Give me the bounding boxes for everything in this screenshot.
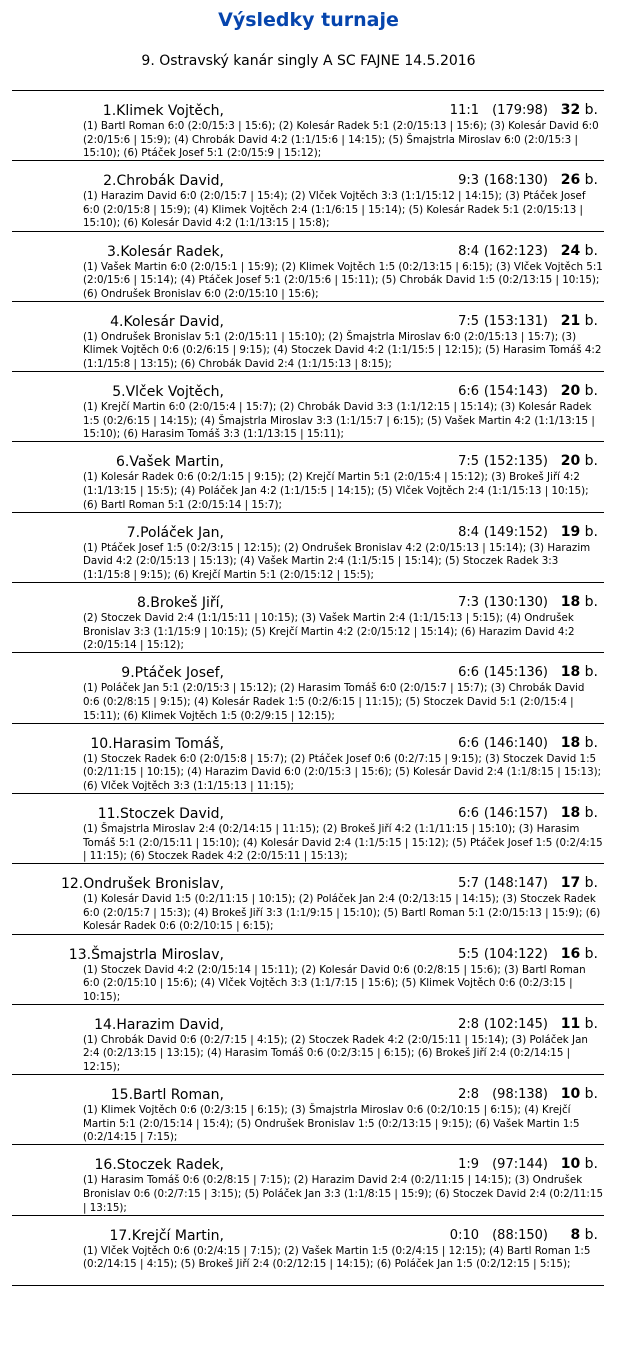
player-points-suffix: b. xyxy=(584,523,598,540)
result-entry xyxy=(12,583,604,653)
result-entry xyxy=(12,161,604,231)
player-score: 6:6 xyxy=(458,805,479,821)
result-entry xyxy=(12,372,604,442)
player-points-ratio: (152:135) xyxy=(483,454,548,470)
player-name: Vašek Martin, xyxy=(129,454,224,471)
player-rank: 6. xyxy=(115,454,130,471)
result-entry xyxy=(12,794,604,864)
results-list xyxy=(12,90,604,1286)
player-score: 5:7 xyxy=(458,876,479,892)
player-points xyxy=(561,1156,598,1172)
player-name-cell xyxy=(12,736,224,752)
player-match-details: (1) Bartl Roman 6:0 (2:0/15:3 | 15:6); (2) Kolesár Radek 5:1 (2:0/15:13 | 15:6); (3) Kolesár David 6:0 (2:0/15:6 | 15:9); (4) Chrobák David 4:2 (1:1/15:6 | 14:15); (5) Šmajstrla Miroslav 6:0 (2:0/15:3 | 15:10); (6) Ptáček Josef 5:1 (2:0/15:9 | 15:12); xyxy=(83,120,599,160)
player-points-ratio: (104:122) xyxy=(483,946,548,962)
player-points-suffix: b. xyxy=(584,172,598,189)
player-points-suffix: b. xyxy=(584,102,598,118)
player-name-cell xyxy=(12,454,224,470)
player-name: Harasim Tomáš, xyxy=(112,735,224,752)
player-name: Ptáček Josef, xyxy=(134,665,224,682)
player-points-value: 21 xyxy=(560,312,581,329)
result-entry xyxy=(12,513,604,583)
player-points-suffix: b. xyxy=(584,1015,598,1032)
player-rank: 11. xyxy=(97,805,120,822)
player-points xyxy=(561,664,598,680)
player-points-value: 20 xyxy=(560,383,581,400)
player-name: Harazim David, xyxy=(116,1016,224,1033)
player-points xyxy=(561,735,598,751)
player-score: 6:6 xyxy=(458,384,479,400)
player-score: 8:4 xyxy=(458,524,479,540)
player-match-details: (1) Krejčí Martin 6:0 (2:0/15:4 | 15:7); (2) Chrobák David 3:3 (1:1/12:15 | 15:14); (3) Kolesár Radek 1:5 (0:2/6:15 | 14:15); (4) Šmajstrla Miroslav 3:3 (1:1/15:7 | 6:15); (5) Vašek Martin 4:2 (1:1/13:15 | 15:10); (6) Harasim Tomáš 3:3 (1:1/13:15 | 15:11); xyxy=(83,401,595,441)
player-rank: 12. xyxy=(60,876,84,893)
player-name-cell xyxy=(12,173,224,189)
player-points xyxy=(561,383,598,399)
player-points xyxy=(561,102,598,118)
result-entry xyxy=(12,653,604,723)
player-score: 1:9 xyxy=(458,1157,479,1173)
player-score: 6:6 xyxy=(458,735,479,751)
player-points-ratio: (162:123) xyxy=(483,243,548,259)
player-name: Stoczek Radek, xyxy=(116,1157,224,1174)
player-score: 0:10 xyxy=(449,1227,479,1243)
player-points-suffix: b. xyxy=(584,1156,598,1173)
player-match-details: (1) Stoczek Radek 6:0 (2:0/15:8 | 15:7); (2) Ptáček Josef 0:6 (0:2/7:15 | 9:15); (3) Stoczek David 1:5 (0:2/11:15 | 10:15); (4) Harazim David 6:0 (2:0/15:3 | 15:6); (5) Kolesár David 2:4 (1:1/8:15 | 15:13); (6) Vlček Vojtěch 3:3 (1:1/15:13 | 11:15); xyxy=(83,752,602,792)
player-rank: 3. xyxy=(106,243,121,260)
player-score: 5:5 xyxy=(458,946,479,962)
player-name-cell xyxy=(12,525,224,541)
player-name-cell xyxy=(12,876,224,892)
player-name-cell xyxy=(12,1087,224,1103)
player-match-details: (1) Klimek Vojtěch 0:6 (0:2/3:15 | 6:15); (3) Šmajstrla Miroslav 0:6 (0:2/10:15 | 6:15); (4) Krejčí Martin 5:1 (2:0/15:14 | 15:4); (5) Ondrušek Bronislav 1:5 (0:2/13:15 | 9:15); (6) Vašek Martin 1:5 (0:2/14:15 | 7:15); xyxy=(83,1104,580,1144)
player-score: 2:8 xyxy=(458,1016,479,1032)
result-entry xyxy=(12,1005,604,1075)
result-entry xyxy=(12,442,604,512)
player-score: 7:5 xyxy=(458,454,479,470)
player-match-details: (1) Vašek Martin 6:0 (2:0/15:1 | 15:9); (2) Klimek Vojtěch 1:5 (0:2/13:15 | 6:15); (3) Vlček Vojtěch 5:1 (2:0/15:6 | 15:14); (4) Ptáček Josef 5:1 (2:0/15:6 | 15:11); (5) Chrobák David 1:5 (0:2/13:15 | 10:15); (6) Ondrušek Bronislav 6:0 (2:0/15:10 | 15:6); xyxy=(83,260,603,300)
player-name: Kolesár Radek, xyxy=(120,243,224,260)
player-name: Krejčí Martin, xyxy=(131,1227,224,1244)
player-points-suffix: b. xyxy=(584,804,598,821)
result-entry xyxy=(12,1075,604,1145)
result-entry xyxy=(12,935,604,1005)
player-points-ratio: (153:131) xyxy=(483,313,548,329)
player-name-cell xyxy=(12,244,224,260)
player-rank: 8. xyxy=(136,595,151,612)
player-rank: 7. xyxy=(126,524,141,541)
player-points-suffix: b. xyxy=(584,664,598,681)
player-name-cell xyxy=(12,665,224,681)
player-name: Kolesár David, xyxy=(123,313,224,330)
player-name-cell xyxy=(12,1228,224,1244)
player-match-details: (1) Chrobák David 0:6 (0:2/7:15 | 4:15); (2) Stoczek Radek 4:2 (2:0/15:11 | 15:14); (3) Poláček Jan 2:4 (0:2/13:15 | 13:15); (4) Harasim Tomáš 0:6 (0:2/3:15 | 6:15); (6) Brokeš Jiří 2:4 (0:2/14:15 | 12:15); xyxy=(83,1033,588,1074)
player-name: Poláček Jan, xyxy=(140,524,224,541)
player-name-cell xyxy=(12,103,224,119)
player-match-details: (1) Harazim David 6:0 (2:0/15:7 | 15:4); (2) Vlček Vojtěch 3:3 (1:1/15:12 | 14:15); (3) Ptáček Josef 6:0 (2:0/15:8 | 15:9); (4) Klimek Vojtěch 2:4 (1:1/6:15 | 15:14); (5) Kolesár Radek 5:1 (2:0/15:13 | 15:10); (6) Kolesár David 4:2 (1:1/13:15 | 15:8); xyxy=(83,190,586,230)
player-score: 6:6 xyxy=(458,665,479,681)
player-rank: 16. xyxy=(94,1157,117,1174)
player-score: 9:3 xyxy=(458,173,479,189)
player-name-cell xyxy=(12,314,224,330)
result-entry xyxy=(12,91,604,161)
player-rank: 4. xyxy=(110,313,124,330)
player-points xyxy=(561,243,598,259)
player-points-suffix: b. xyxy=(584,312,598,329)
player-name-cell xyxy=(12,384,224,400)
player-match-details: (1) Stoczek David 4:2 (2:0/15:14 | 15:11); (2) Kolesár David 0:6 (0:2/8:15 | 15:6); (3) Bartl Roman 6:0 (2:0/15:10 | 15:6); (4) Vlček Vojtěch 3:3 (1:1/7:15 | 15:6); (5) Klimek Vojtěch 0:6 (0:2/3:15 | 10:15); xyxy=(83,963,586,1003)
player-points-ratio: (146:157) xyxy=(483,805,548,821)
player-points-suffix: b. xyxy=(584,242,598,259)
player-name: Ondrušek Bronislav, xyxy=(83,876,224,893)
player-points-ratio: (102:145) xyxy=(483,1016,548,1032)
player-match-details: (1) Ondrušek Bronislav 5:1 (2:0/15:11 | 15:10); (2) Šmajstrla Miroslav 6:0 (2:0/15:13 | 15:7); (3) Klimek Vojtěch 0:6 (0:2/6:15 | 9:15); (4) Stoczek David 4:2 (1:1/15:5 | 12:15); (5) Harasim Tomáš 4:2 (1:1/15:8 | 13:15); (6) Chrobák David 2:4 (1:1/15:13 | 8:15); xyxy=(83,330,602,371)
player-rank: 2. xyxy=(103,173,117,190)
player-points-suffix: b. xyxy=(584,945,598,962)
player-points-ratio: (149:152) xyxy=(483,524,548,540)
player-points-ratio: (146:140) xyxy=(483,735,548,751)
player-points xyxy=(561,594,598,610)
player-points-ratio: (145:136) xyxy=(483,665,548,681)
player-match-details: (2) Stoczek David 2:4 (1:1/15:11 | 10:15); (3) Vašek Martin 2:4 (1:1/15:13 | 5:15); (4) Ondrušek Bronislav 3:3 (1:1/15:9 | 10:15); (5) Krejčí Martin 4:2 (2:0/15:12 | 15:14); (6) Harazim David 4:2 (2:0/15:14 | 15:12); xyxy=(83,612,575,652)
player-name: Chrobák David, xyxy=(116,173,224,190)
result-entry xyxy=(12,302,604,372)
result-entry xyxy=(12,724,604,794)
player-points-suffix: b. xyxy=(584,383,598,400)
player-name: Vlček Vojtěch, xyxy=(125,384,224,401)
player-points xyxy=(561,313,598,329)
player-points-value: 10 xyxy=(560,1086,581,1103)
player-points-value: 16 xyxy=(560,945,581,962)
player-points-value: 32 xyxy=(560,102,581,118)
result-entry xyxy=(12,1216,604,1286)
player-points-suffix: b. xyxy=(584,1226,598,1243)
result-entry xyxy=(12,232,604,302)
player-points-value: 26 xyxy=(560,172,581,189)
player-match-details: (1) Harasim Tomáš 0:6 (0:2/8:15 | 7:15); (2) Harazim David 2:4 (0:2/11:15 | 14:15); (3) Ondrušek Bronislav 0:6 (0:2/7:15 | 3:15); (5) Poláček Jan 3:3 (1:1/8:15 | 15:9); (6) Stoczek David 2:4 (0:2/11:15 | 13:15); xyxy=(83,1174,604,1214)
player-points-ratio: (179:98) xyxy=(492,103,548,118)
player-match-details: (1) Ptáček Josef 1:5 (0:2/3:15 | 12:15); (2) Ondrušek Bronislav 4:2 (2:0/15:13 | 15:14); (3) Harazim David 4:2 (2:0/15:13 | 15:13); (4) Vašek Martin 2:4 (1:1/5:15 | 15:14); (5) Stoczek Radek 3:3 (1:1/15:8 | 9:15); (6) Krejčí Martin 5:1 (2:0/15:12 | 15:5); xyxy=(83,541,591,581)
player-score: 7:3 xyxy=(458,595,479,611)
player-points xyxy=(561,875,598,891)
player-match-details: (1) Šmajstrla Miroslav 2:4 (0:2/14:15 | 11:15); (2) Brokeš Jiří 4:2 (1:1/11:15 | 15:10); (3) Harasim Tomáš 5:1 (2:0/15:11 | 15:10); (4) Kolesár David 2:4 (1:1/5:15 | 15:12); (5) Ptáček Josef 1:5 (0:2/4:15 | 11:15); (6) Stoczek Radek 4:2 (2:0/15:11 | 15:13); xyxy=(83,822,603,863)
player-match-details: (1) Kolesár David 1:5 (0:2/11:15 | 10:15); (2) Poláček Jan 2:4 (0:2/13:15 | 14:15); (3) Stoczek Radek 6:0 (2:0/15:7 | 15:3); (4) Brokeš Jiří 3:3 (1:1/9:15 | 15:10); (5) Bartl Roman 5:1 (2:0/15:13 | 15:9); (6) Kolesár Radek 0:6 (0:2/10:15 | 6:15); xyxy=(83,893,601,933)
player-points-ratio: (130:130) xyxy=(483,595,548,611)
player-points-value: 18 xyxy=(560,734,581,751)
player-points-ratio: (148:147) xyxy=(483,876,548,892)
player-points-suffix: b. xyxy=(584,1086,598,1103)
player-points-suffix: b. xyxy=(584,594,598,611)
player-match-details: (1) Kolesár Radek 0:6 (0:2/1:15 | 9:15); (2) Krejčí Martin 5:1 (2:0/15:4 | 15:12); (3) Brokeš Jiří 4:2 (1:1/13:15 | 15:5); (4) Poláček Jan 4:2 (1:1/15:5 | 14:15); (5) Vlček Vojtěch 2:4 (1:1/15:13 | 10:15); (6) Bartl Roman 5:1 (2:0/15:14 | 15:7); xyxy=(83,471,589,511)
player-points-value: 11 xyxy=(560,1015,581,1032)
player-points-ratio: (154:143) xyxy=(483,384,548,400)
player-name: Šmajstrla Miroslav, xyxy=(91,946,224,963)
player-rank: 9. xyxy=(121,665,135,682)
player-rank: 10. xyxy=(90,735,113,752)
player-name-cell xyxy=(12,595,224,611)
player-points-ratio: (98:138) xyxy=(492,1087,548,1103)
player-name: Stoczek David, xyxy=(119,805,224,822)
player-points xyxy=(561,1086,598,1102)
player-score: 11:1 xyxy=(449,103,479,118)
player-name-cell xyxy=(12,806,224,822)
player-points-ratio: (88:150) xyxy=(492,1227,548,1243)
player-points-value: 19 xyxy=(560,523,581,540)
player-name-cell xyxy=(12,947,224,963)
player-rank: 5. xyxy=(112,384,126,401)
player-points-value: 10 xyxy=(560,1156,581,1173)
player-score: 7:5 xyxy=(458,313,479,329)
player-points-value: 18 xyxy=(560,804,581,821)
player-rank: 15. xyxy=(110,1087,134,1104)
page-title: Výsledky turnaje xyxy=(218,9,399,31)
player-points xyxy=(561,524,598,540)
player-points xyxy=(561,805,598,821)
player-points xyxy=(561,172,598,188)
player-points-value: 18 xyxy=(560,664,581,681)
player-points xyxy=(561,946,598,962)
player-name-cell xyxy=(12,1017,224,1033)
player-rank: 14. xyxy=(94,1016,117,1033)
player-points-value: 17 xyxy=(560,875,581,892)
player-score: 2:8 xyxy=(458,1087,479,1103)
player-points xyxy=(561,453,598,469)
player-name: Klimek Vojtěch, xyxy=(116,103,224,119)
player-match-details: (1) Poláček Jan 5:1 (2:0/15:3 | 15:12); (2) Harasim Tomáš 6:0 (2:0/15:7 | 15:7); (3) Chrobák David 0:6 (0:2/8:15 | 9:15); (4) Kolesár Radek 1:5 (0:2/6:15 | 11:15); (5) Stoczek David 5:1 (2:0/15:4 | 15:11); (6) Klimek Vojtěch 1:5 (0:2/9:15 | 12:15); xyxy=(83,682,585,722)
player-points-suffix: b. xyxy=(584,453,598,470)
player-match-details: (1) Vlček Vojtěch 0:6 (0:2/4:15 | 7:15); (2) Vašek Martin 1:5 (0:2/4:15 | 12:15); (4) Bartl Roman 1:5 (0:2/14:15 | 4:15); (5) Brokeš Jiří 2:4 (0:2/12:15 | 14:15); (6) Poláček Jan 1:5 (0:2/12:15 | 5:15); xyxy=(83,1244,591,1271)
result-entry xyxy=(12,1145,604,1215)
player-points xyxy=(570,1227,598,1243)
player-name-cell xyxy=(12,1157,224,1173)
player-points-value: 18 xyxy=(560,594,581,611)
player-rank: 17. xyxy=(109,1227,132,1244)
player-score: 8:4 xyxy=(458,243,479,259)
player-rank: 13. xyxy=(68,946,92,963)
page-subtitle: 9. Ostravský kanár singly A SC FAJNE 14.5.2016 xyxy=(141,53,476,69)
player-points-suffix: b. xyxy=(584,734,598,751)
player-rank: 1. xyxy=(102,103,117,119)
player-points xyxy=(561,1016,598,1032)
player-points-value: 20 xyxy=(560,453,581,470)
result-entry xyxy=(12,864,604,934)
player-points-ratio: (168:130) xyxy=(483,173,548,189)
player-points-value: 8 xyxy=(570,1226,581,1243)
player-points-suffix: b. xyxy=(584,875,598,892)
player-points-value: 24 xyxy=(560,242,581,259)
player-points-ratio: (97:144) xyxy=(492,1157,548,1173)
player-name: Bartl Roman, xyxy=(133,1087,224,1104)
player-name: Brokeš Jiří, xyxy=(150,595,224,612)
